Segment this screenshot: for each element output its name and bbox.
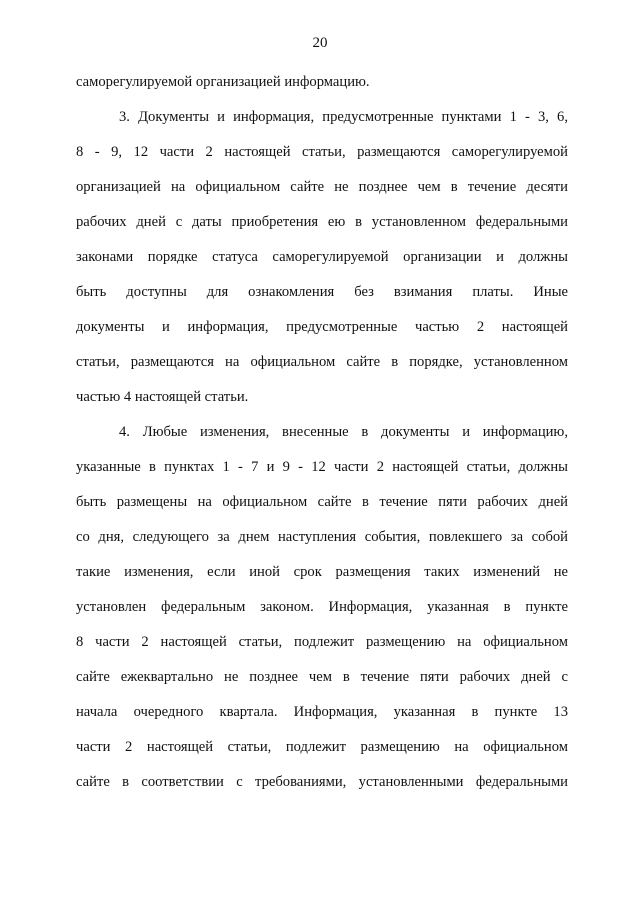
- text-line: указанные в пунктах 1 - 7 и 9 - 12 части 2 настоящей статьи, должны: [76, 459, 568, 475]
- text-line: законами порядке статуса саморегулируемой организации и должны: [76, 249, 568, 265]
- text-line: саморегулируемой организацией информацию.: [76, 74, 370, 90]
- text-line: документы и информация, предусмотренные частью 2 настоящей: [76, 319, 568, 335]
- text-line: 8 - 9, 12 части 2 настоящей статьи, размещаются саморегулируемой: [76, 144, 568, 160]
- paragraph-4-first-line: 4. Любые изменения, внесенные в документы и информацию,: [119, 424, 568, 440]
- text-line: такие изменения, если иной срок размещения таких изменений не: [76, 564, 568, 580]
- text-line: начала очередного квартала. Информация, указанная в пункте 13: [76, 704, 568, 720]
- text-line: 8 части 2 настоящей статьи, подлежит размещению на официальном: [76, 634, 568, 650]
- text-line: установлен федеральным законом. Информация, указанная в пункте: [76, 599, 568, 615]
- text-line: сайте в соответствии с требованиями, установленными федеральными: [76, 774, 568, 790]
- text-line: сайте ежеквартально не позднее чем в течение пяти рабочих дней с: [76, 669, 568, 685]
- text-line: со дня, следующего за днем наступления события, повлекшего за собой: [76, 529, 568, 545]
- page-number: 20: [312, 35, 328, 51]
- paragraph-3-first-line: 3. Документы и информация, предусмотренные пунктами 1 - 3, 6,: [119, 109, 568, 125]
- text-line: статьи, размещаются на официальном сайте в порядке, установленном: [76, 354, 568, 370]
- text-line: быть размещены на официальном сайте в течение пяти рабочих дней: [76, 494, 568, 510]
- text-line: рабочих дней с даты приобретения ею в установленном федеральными: [76, 214, 568, 230]
- text-line: быть доступны для ознакомления без взимания платы. Иные: [76, 284, 568, 300]
- text-line: организацией на официальном сайте не позднее чем в течение десяти: [76, 179, 568, 195]
- text-line: части 2 настоящей статьи, подлежит размещению на официальном: [76, 739, 568, 755]
- text-line: частью 4 настоящей статьи.: [76, 389, 249, 405]
